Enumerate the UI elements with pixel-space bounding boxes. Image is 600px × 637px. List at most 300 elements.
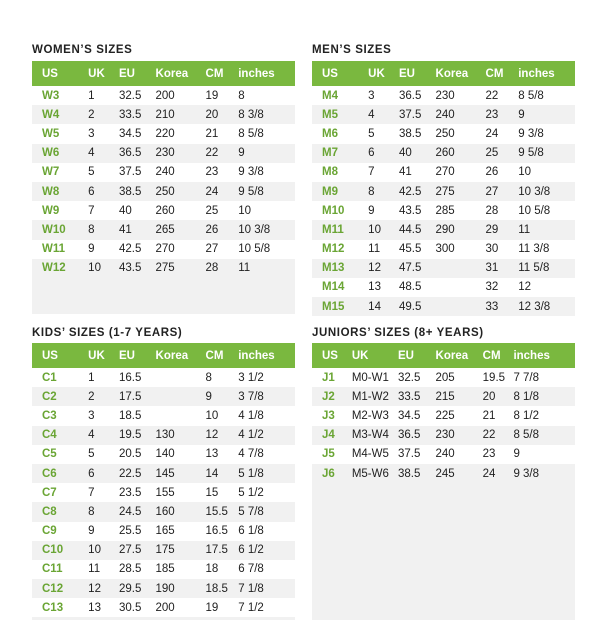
cell-inches: 5 1/8 bbox=[238, 467, 264, 480]
cell-us: M12 bbox=[322, 243, 345, 256]
cell-uk: 8 bbox=[88, 505, 95, 518]
cell-cm: 23 bbox=[482, 448, 496, 461]
cell-eu: 38.5 bbox=[398, 127, 422, 140]
table-row bbox=[32, 406, 295, 425]
cell-inches: 3 7/8 bbox=[238, 390, 264, 403]
cell-uk: 8 bbox=[368, 185, 375, 198]
cell-us: C8 bbox=[42, 505, 57, 518]
cell-cm: 30 bbox=[485, 243, 499, 256]
cell-eu: 48.5 bbox=[398, 281, 422, 294]
cell-uk: 10 bbox=[88, 544, 101, 557]
cell-korea: 275 bbox=[435, 185, 455, 198]
cell-uk: M3-W4 bbox=[351, 429, 389, 442]
cell-inches: 7 7/8 bbox=[513, 371, 540, 384]
cell-inches: 10 3/8 bbox=[518, 185, 551, 198]
table-row bbox=[312, 426, 575, 445]
cell-korea: 190 bbox=[155, 582, 175, 595]
kids-sizes-panel bbox=[32, 325, 295, 614]
cell-inches: 11 3/8 bbox=[518, 243, 550, 256]
column-header-uk: UK bbox=[368, 67, 385, 80]
cell-eu: 19.5 bbox=[118, 429, 142, 442]
cell-us: C12 bbox=[42, 582, 64, 595]
cell-inches: 8 1/2 bbox=[513, 409, 540, 422]
cell-us: W9 bbox=[42, 204, 60, 217]
cell-korea: 220 bbox=[155, 127, 175, 140]
cell-us: M10 bbox=[322, 204, 345, 217]
cell-korea: 240 bbox=[155, 166, 175, 179]
cell-eu: 37.5 bbox=[398, 108, 422, 121]
cell-us: C9 bbox=[42, 525, 57, 538]
cell-cm: 18.5 bbox=[205, 582, 228, 595]
cell-cm: 17.5 bbox=[205, 544, 228, 557]
mens-sizes-panel bbox=[312, 42, 575, 313]
column-header-cm: CM bbox=[482, 349, 501, 362]
mens-sizes-title: MEN’S SIZES bbox=[312, 44, 392, 56]
cell-cm: 14 bbox=[205, 467, 219, 480]
womens-sizes-panel bbox=[32, 42, 295, 275]
cell-cm: 25 bbox=[205, 204, 219, 217]
cell-eu: 22.5 bbox=[118, 467, 142, 480]
cell-korea: 275 bbox=[155, 262, 175, 275]
cell-us: M9 bbox=[322, 185, 338, 198]
cell-cm: 13 bbox=[205, 448, 219, 461]
column-header-cm: CM bbox=[205, 349, 224, 362]
cell-uk: 4 bbox=[88, 429, 95, 442]
table-row bbox=[312, 278, 575, 297]
table-row bbox=[312, 406, 575, 425]
cell-eu: 23.5 bbox=[118, 486, 142, 499]
cell-korea: 230 bbox=[155, 147, 175, 160]
cell-eu: 36.5 bbox=[398, 89, 422, 102]
cell-eu: 28.5 bbox=[118, 563, 142, 576]
cell-cm: 27 bbox=[205, 243, 219, 256]
cell-inches: 11 bbox=[238, 262, 251, 275]
table-row bbox=[32, 144, 295, 163]
cell-uk: 13 bbox=[368, 281, 381, 294]
cell-inches: 10 5/8 bbox=[238, 243, 271, 256]
cell-korea: 185 bbox=[155, 563, 175, 576]
womens-sizes-table bbox=[32, 61, 295, 314]
cell-us: J2 bbox=[322, 390, 335, 403]
cell-uk: M2-W3 bbox=[351, 409, 389, 422]
cell-eu: 34.5 bbox=[398, 409, 421, 422]
table-row bbox=[32, 240, 295, 259]
kids-sizes-title: KIDS’ SIZES (1-7 YEARS) bbox=[32, 327, 183, 339]
cell-us: W6 bbox=[42, 147, 60, 160]
table-row bbox=[32, 182, 295, 201]
table-row bbox=[32, 445, 295, 464]
cell-inches: 8 3/8 bbox=[238, 108, 264, 121]
cell-korea: 225 bbox=[435, 409, 455, 422]
table-row bbox=[312, 368, 575, 387]
juniors-header-row bbox=[312, 343, 575, 368]
table-row bbox=[312, 144, 575, 163]
cell-korea: 230 bbox=[435, 429, 455, 442]
column-header-korea: Korea bbox=[155, 349, 189, 362]
column-header-us: US bbox=[322, 349, 338, 362]
cell-eu: 33.5 bbox=[118, 108, 142, 121]
women-table-body bbox=[32, 86, 295, 278]
cell-cm: 19 bbox=[205, 89, 219, 102]
cell-eu: 43.5 bbox=[118, 262, 142, 275]
cell-inches: 10 5/8 bbox=[518, 204, 551, 217]
cell-uk: 11 bbox=[368, 243, 381, 256]
cell-us: C1 bbox=[42, 371, 57, 384]
cell-uk: M1-W2 bbox=[351, 390, 389, 403]
table-row bbox=[32, 541, 295, 560]
cell-korea: 270 bbox=[155, 243, 175, 256]
cell-korea: 230 bbox=[435, 89, 455, 102]
cell-eu: 37.5 bbox=[118, 166, 142, 179]
cell-uk: 5 bbox=[368, 127, 375, 140]
cell-uk: 9 bbox=[368, 204, 375, 217]
table-row bbox=[32, 86, 295, 105]
cell-inches: 12 bbox=[518, 281, 532, 294]
cell-inches: 9 bbox=[238, 147, 245, 160]
cell-us: C5 bbox=[42, 448, 57, 461]
column-header-uk: UK bbox=[88, 67, 105, 80]
cell-eu: 37.5 bbox=[398, 448, 421, 461]
cell-eu: 40 bbox=[118, 204, 132, 217]
cell-us: W3 bbox=[42, 89, 60, 102]
cell-us: M15 bbox=[322, 300, 345, 313]
cell-uk: 12 bbox=[88, 582, 101, 595]
juniors-sizes-table bbox=[312, 343, 575, 620]
cell-cm: 24 bbox=[485, 127, 499, 140]
cell-korea: 175 bbox=[155, 544, 175, 557]
column-header-inches: inches bbox=[238, 349, 275, 362]
cell-us: W5 bbox=[42, 127, 60, 140]
cell-inches: 10 bbox=[518, 166, 532, 179]
table-row bbox=[32, 368, 295, 387]
column-header-inches: inches bbox=[238, 67, 275, 80]
cell-us: W10 bbox=[42, 223, 66, 236]
cell-korea: 240 bbox=[435, 448, 455, 461]
cell-us: C11 bbox=[42, 563, 63, 576]
cell-inches: 9 3/8 bbox=[513, 467, 540, 480]
cell-eu: 41 bbox=[118, 223, 132, 236]
cell-uk: 3 bbox=[88, 409, 95, 422]
cell-uk: 9 bbox=[88, 525, 95, 538]
cell-uk: 1 bbox=[88, 89, 95, 102]
cell-us: M4 bbox=[322, 89, 338, 102]
cell-cm: 20 bbox=[482, 390, 496, 403]
cell-uk: 7 bbox=[368, 166, 375, 179]
kids-table-body bbox=[32, 368, 295, 617]
cell-eu: 18.5 bbox=[118, 409, 142, 422]
cell-us: C7 bbox=[42, 486, 57, 499]
cell-eu: 49.5 bbox=[398, 300, 422, 313]
cell-uk: 7 bbox=[88, 486, 95, 499]
cell-cm: 20 bbox=[205, 108, 219, 121]
table-row bbox=[312, 297, 575, 316]
cell-korea: 250 bbox=[155, 185, 175, 198]
column-header-korea: Korea bbox=[435, 349, 469, 362]
cell-uk: 8 bbox=[88, 223, 95, 236]
cell-uk: 4 bbox=[368, 108, 375, 121]
cell-inches: 6 7/8 bbox=[238, 563, 264, 576]
column-header-us: US bbox=[42, 349, 58, 362]
cell-cm: 23 bbox=[205, 166, 219, 179]
cell-eu: 38.5 bbox=[398, 467, 421, 480]
cell-uk: M0-W1 bbox=[351, 371, 389, 384]
cell-uk: 5 bbox=[88, 166, 95, 179]
cell-inches: 8 bbox=[238, 89, 245, 102]
cell-eu: 44.5 bbox=[398, 223, 422, 236]
cell-korea: 145 bbox=[155, 467, 175, 480]
cell-cm: 23 bbox=[485, 108, 499, 121]
column-header-inches: inches bbox=[518, 67, 555, 80]
cell-eu: 36.5 bbox=[118, 147, 142, 160]
column-header-us: US bbox=[42, 67, 58, 80]
cell-inches: 5 1/2 bbox=[238, 486, 264, 499]
cell-cm: 22 bbox=[205, 147, 219, 160]
cell-cm: 21 bbox=[205, 127, 219, 140]
cell-korea: 250 bbox=[435, 127, 455, 140]
womens-sizes-title: WOMEN’S SIZES bbox=[32, 44, 133, 56]
cell-us: M5 bbox=[322, 108, 338, 121]
cell-eu: 41 bbox=[398, 166, 412, 179]
cell-inches: 8 5/8 bbox=[513, 429, 540, 442]
cell-us: M14 bbox=[322, 281, 345, 294]
cell-cm: 33 bbox=[485, 300, 499, 313]
table-row bbox=[312, 240, 575, 259]
cell-korea: 300 bbox=[435, 243, 455, 256]
column-header-uk: UK bbox=[88, 349, 105, 362]
column-header-eu: EU bbox=[398, 67, 415, 80]
cell-cm: 18 bbox=[205, 563, 219, 576]
cell-uk: 5 bbox=[88, 448, 95, 461]
table-row bbox=[312, 124, 575, 143]
cell-korea: 130 bbox=[155, 429, 175, 442]
cell-cm: 22 bbox=[485, 89, 499, 102]
cell-eu: 42.5 bbox=[398, 185, 422, 198]
men-table-body bbox=[312, 86, 575, 316]
cell-us: J4 bbox=[322, 429, 335, 442]
cell-inches: 10 3/8 bbox=[238, 223, 271, 236]
cell-eu: 42.5 bbox=[118, 243, 142, 256]
cell-korea: 270 bbox=[435, 166, 455, 179]
table-row bbox=[32, 560, 295, 579]
column-header-us: US bbox=[322, 67, 338, 80]
table-row bbox=[312, 182, 575, 201]
cell-korea: 285 bbox=[435, 204, 455, 217]
juniors-table-body bbox=[312, 368, 575, 483]
cell-cm: 26 bbox=[485, 166, 499, 179]
cell-inches: 6 1/8 bbox=[238, 525, 264, 538]
cell-korea: 240 bbox=[435, 108, 455, 121]
table-row bbox=[312, 163, 575, 182]
table-row bbox=[32, 464, 295, 483]
table-row bbox=[32, 387, 295, 406]
cell-uk: 3 bbox=[88, 127, 95, 140]
cell-us: W4 bbox=[42, 108, 60, 121]
cell-cm: 31 bbox=[485, 262, 499, 275]
cell-us: C3 bbox=[42, 409, 57, 422]
cell-eu: 32.5 bbox=[398, 371, 421, 384]
cell-us: C6 bbox=[42, 467, 57, 480]
table-row bbox=[32, 598, 295, 617]
cell-cm: 22 bbox=[482, 429, 496, 442]
cell-eu: 34.5 bbox=[118, 127, 142, 140]
cell-us: C2 bbox=[42, 390, 57, 403]
cell-uk: 2 bbox=[88, 390, 95, 403]
cell-inches: 9 bbox=[513, 448, 520, 461]
table-row bbox=[312, 259, 575, 278]
cell-us: J5 bbox=[322, 448, 335, 461]
cell-cm: 28 bbox=[485, 204, 499, 217]
cell-inches: 8 1/8 bbox=[513, 390, 540, 403]
cell-inches: 9 5/8 bbox=[238, 185, 264, 198]
cell-us: C13 bbox=[42, 601, 64, 614]
cell-inches: 7 1/2 bbox=[238, 601, 264, 614]
table-row bbox=[32, 201, 295, 220]
column-header-cm: CM bbox=[205, 67, 224, 80]
cell-cm: 12 bbox=[205, 429, 219, 442]
cell-inches: 11 5/8 bbox=[518, 262, 550, 275]
table-row bbox=[32, 502, 295, 521]
cell-cm: 21 bbox=[482, 409, 496, 422]
table-row bbox=[32, 426, 295, 445]
table-row bbox=[32, 124, 295, 143]
cell-cm: 19.5 bbox=[482, 371, 506, 384]
cell-uk: 3 bbox=[368, 89, 375, 102]
cell-eu: 38.5 bbox=[118, 185, 142, 198]
cell-us: M8 bbox=[322, 166, 338, 179]
cell-us: C4 bbox=[42, 429, 57, 442]
cell-inches: 11 bbox=[518, 223, 531, 236]
cell-cm: 16.5 bbox=[205, 525, 228, 538]
cell-cm: 24 bbox=[482, 467, 496, 480]
cell-uk: 14 bbox=[368, 300, 381, 313]
cell-eu: 36.5 bbox=[398, 429, 421, 442]
cell-eu: 20.5 bbox=[118, 448, 142, 461]
cell-cm: 25 bbox=[485, 147, 499, 160]
cell-eu: 32.5 bbox=[118, 89, 142, 102]
cell-inches: 6 1/2 bbox=[238, 544, 264, 557]
cell-eu: 43.5 bbox=[398, 204, 422, 217]
cell-cm: 10 bbox=[205, 409, 219, 422]
cell-cm: 15 bbox=[205, 486, 219, 499]
cell-inches: 9 bbox=[518, 108, 525, 121]
cell-eu: 47.5 bbox=[398, 262, 422, 275]
cell-inches: 3 1/2 bbox=[238, 371, 264, 384]
cell-inches: 9 5/8 bbox=[518, 147, 544, 160]
cell-cm: 29 bbox=[485, 223, 499, 236]
cell-eu: 16.5 bbox=[118, 371, 142, 384]
women-header-row bbox=[32, 61, 295, 86]
cell-inches: 8 5/8 bbox=[238, 127, 264, 140]
cell-us: W7 bbox=[42, 166, 60, 179]
cell-inches: 4 1/2 bbox=[238, 429, 264, 442]
cell-cm: 32 bbox=[485, 281, 499, 294]
cell-uk: 6 bbox=[88, 467, 95, 480]
cell-cm: 27 bbox=[485, 185, 499, 198]
column-header-korea: Korea bbox=[435, 67, 469, 80]
cell-inches: 8 5/8 bbox=[518, 89, 544, 102]
table-row bbox=[312, 220, 575, 239]
cell-cm: 28 bbox=[205, 262, 219, 275]
cell-korea: 265 bbox=[155, 223, 175, 236]
cell-eu: 45.5 bbox=[398, 243, 422, 256]
cell-us: J6 bbox=[322, 467, 335, 480]
cell-korea: 165 bbox=[155, 525, 175, 538]
cell-eu: 25.5 bbox=[118, 525, 142, 538]
cell-uk: 6 bbox=[368, 147, 375, 160]
cell-uk: 10 bbox=[88, 262, 101, 275]
cell-eu: 33.5 bbox=[398, 390, 421, 403]
cell-uk: 12 bbox=[368, 262, 381, 275]
cell-uk: 6 bbox=[88, 185, 95, 198]
cell-us: J1 bbox=[322, 371, 335, 384]
cell-inches: 4 7/8 bbox=[238, 448, 264, 461]
cell-inches: 12 3/8 bbox=[518, 300, 551, 313]
cell-cm: 24 bbox=[205, 185, 219, 198]
cell-us: C10 bbox=[42, 544, 64, 557]
cell-inches: 10 bbox=[238, 204, 252, 217]
cell-uk: 11 bbox=[88, 563, 101, 576]
cell-uk: M4-W5 bbox=[351, 448, 389, 461]
table-row bbox=[312, 105, 575, 124]
cell-uk: 1 bbox=[88, 371, 95, 384]
cell-cm: 9 bbox=[205, 390, 212, 403]
column-header-inches: inches bbox=[513, 349, 550, 362]
cell-eu: 29.5 bbox=[118, 582, 142, 595]
column-header-korea: Korea bbox=[155, 67, 189, 80]
juniors-sizes-panel bbox=[312, 325, 575, 480]
cell-korea: 155 bbox=[155, 486, 175, 499]
table-row bbox=[312, 445, 575, 464]
juniors-sizes-title: JUNIORS’ SIZES (8+ YEARS) bbox=[312, 327, 484, 339]
cell-korea: 260 bbox=[435, 147, 455, 160]
cell-inches: 4 1/8 bbox=[238, 409, 264, 422]
table-row bbox=[32, 259, 295, 278]
cell-eu: 24.5 bbox=[118, 505, 142, 518]
table-row bbox=[32, 522, 295, 541]
men-header-row bbox=[312, 61, 575, 86]
cell-korea: 245 bbox=[435, 467, 455, 480]
kids-header-row bbox=[32, 343, 295, 368]
table-row bbox=[32, 163, 295, 182]
cell-korea: 210 bbox=[155, 108, 175, 121]
column-header-uk: UK bbox=[351, 349, 369, 362]
cell-cm: 19 bbox=[205, 601, 219, 614]
cell-us: M13 bbox=[322, 262, 345, 275]
cell-korea: 260 bbox=[155, 204, 175, 217]
cell-us: W11 bbox=[42, 243, 66, 256]
cell-inches: 9 3/8 bbox=[518, 127, 544, 140]
column-header-eu: EU bbox=[118, 349, 135, 362]
cell-uk: 2 bbox=[88, 108, 95, 121]
cell-korea: 205 bbox=[435, 371, 455, 384]
cell-inches: 9 3/8 bbox=[238, 166, 264, 179]
cell-eu: 17.5 bbox=[118, 390, 142, 403]
column-header-eu: EU bbox=[118, 67, 135, 80]
cell-us: M7 bbox=[322, 147, 338, 160]
kids-sizes-table bbox=[32, 343, 295, 620]
cell-korea: 215 bbox=[435, 390, 455, 403]
cell-us: J3 bbox=[322, 409, 335, 422]
cell-eu: 27.5 bbox=[118, 544, 142, 557]
cell-korea: 160 bbox=[155, 505, 175, 518]
table-row bbox=[312, 464, 575, 483]
table-row bbox=[32, 105, 295, 124]
cell-uk: 9 bbox=[88, 243, 95, 256]
cell-korea: 200 bbox=[155, 89, 175, 102]
cell-cm: 8 bbox=[205, 371, 212, 384]
table-row bbox=[32, 220, 295, 239]
column-header-cm: CM bbox=[485, 67, 504, 80]
